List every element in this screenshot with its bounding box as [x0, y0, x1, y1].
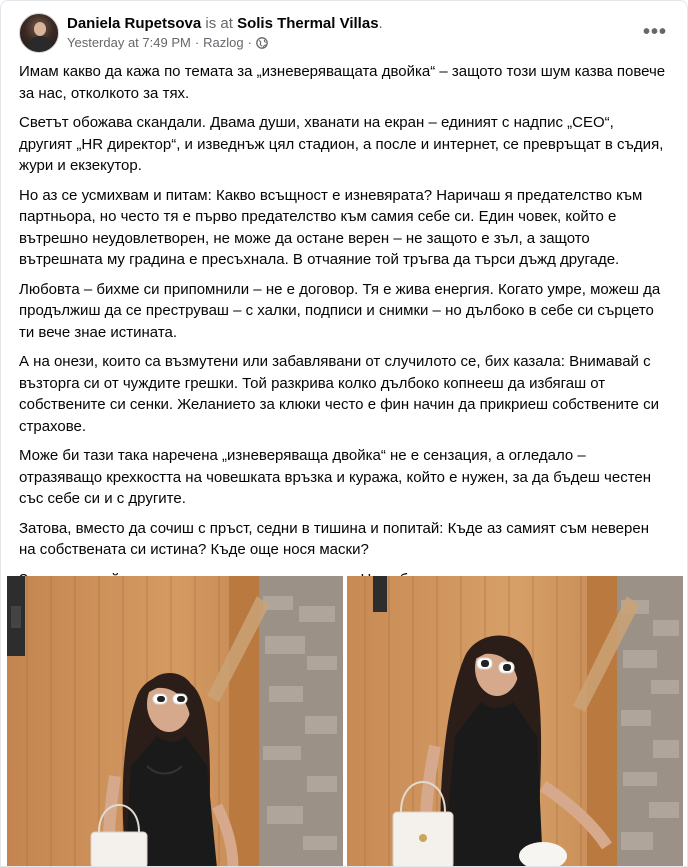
post-photo-2[interactable]: [347, 576, 683, 867]
photo-2-image: [347, 576, 683, 867]
is-at-text: is at: [201, 15, 238, 32]
avatar-body: [28, 36, 52, 53]
post-paragraph: Светът обожава скандали. Двама души, хванати на екран – единият с надпис „CEO“, другият „HR директор“, и изведнъж цял стадион, а после и интернет, се превръщат в съдия, жури и екзекутор.: [19, 114, 664, 174]
author-name-link[interactable]: Daniela Rupetsova: [67, 15, 202, 32]
place-suffix: .: [378, 15, 383, 32]
post-timestamp-link[interactable]: Yesterday at 7:49 PM: [67, 35, 191, 50]
post-paragraph: А на онези, които са възмутени или забавлявани от случилото се, бих казала: Внимавай с възторга си от чуждите грешки. Той разкрива колко дълбоко копнееш да избягаш от собствените си сенки. Желанието за клюки често е фин начин да прикриеш собствените си страхове.: [19, 353, 659, 435]
avatar-face: [34, 22, 46, 36]
post-paragraph: Имам какво да кажа по темата за „изневеряващата двойка“ – защото този шум казва повече за нас, отколкото за тях.: [19, 63, 666, 102]
post-photo-1[interactable]: [7, 576, 343, 867]
post-paragraph: Любовта – бихме си припомнили – не е договор. Тя е жива енергия. Когато умре, можеш да продължиш да се преструваш – с халки, подписи и снимки – но дълбоко в себе си сърцето ти вече знае истината.: [19, 280, 661, 341]
author-avatar[interactable]: [19, 13, 59, 53]
post-paragraph: Но аз се усмихвам и питам: Какво всъщност е изневярата? Наричаш я предателство към партньора, но често тя е първо предателство към самия себе си. Един човек, който е вътрешно неудовлетворен, не може да остане верен – не защото е зъл, а защото вътрешната му градина е пресъхнала. В отчаяние той тръгва да търси дъжд другаде.: [19, 186, 643, 268]
post-header: [1, 1, 687, 61]
location-link[interactable]: Razlog: [203, 35, 244, 50]
place-link[interactable]: Solis Thermal Villas: [237, 15, 379, 32]
globe-icon[interactable]: [256, 37, 268, 49]
post-paragraph: Може би тази така наречена „изневеряваща двойка“ не е сензация, а огледало – отразяващо крехкостта на човешката връзка и куража, който е нужен, за да бъдеш честен със себе си и с другите.: [19, 447, 652, 507]
post-paragraph: Затова, вместо да сочиш с пръст, седни в тишина и попитай: Къде аз самият съм неверен на собствената си истина? Къде още нося маски?: [19, 519, 649, 558]
post-meta: [67, 35, 268, 51]
post-photos: [1, 576, 688, 867]
more-options-icon[interactable]: [637, 17, 673, 47]
meta-separator: ·: [194, 35, 200, 50]
photo-1-image: [7, 576, 343, 867]
post-text: [19, 61, 669, 620]
meta-separator-2: ·: [247, 35, 252, 50]
post-title-line: [67, 14, 383, 34]
more-options-label: •••: [642, 20, 667, 43]
